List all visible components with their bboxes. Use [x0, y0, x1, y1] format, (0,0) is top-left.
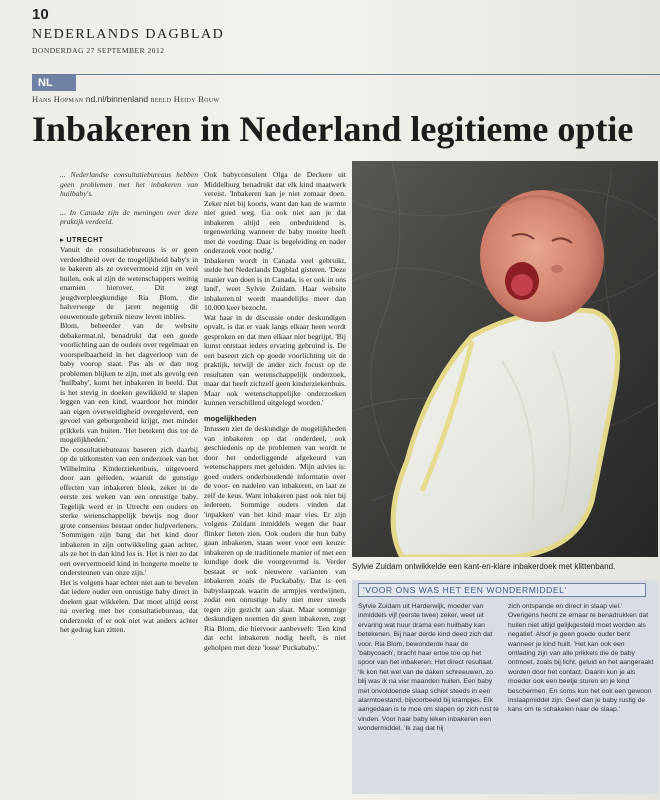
section-rule	[32, 74, 660, 92]
body-paragraph: Inbakeren wordt in Canada veel gebruikt, stelde het Nederlands Dagblad gisteren. 'Deze manier van doen is in Canada, is er ook in ons land', weet Sylvie Zuidam. Haar website inbakeren.nl wordt maandelijks meer dan 10.000 keer bezocht.	[204, 255, 346, 312]
sidebar-box-title: 'VOOR ONS WAS HET EEN WONDERMIDDEL'	[358, 583, 646, 597]
sidebar-box-column-2: zich ontspande en direct in slaap viel.' Overigens hecht ze ernaar te benadrukken dat huilen niet altijd gelijkgesteld moet worden als negatief. Alsof je geen goede ouder bent wanneer je kind huilt. 'Het kan ook een ontlading zijn van alle prikkels die de baby ontmoet, zoals bij licht, geluid en het aangeraakt worden door het contact. Daarin kun je als moeder ook een beetje sturen en je kind beschermen. En soms kun het ook een gewoon inslaapmiddel zijn. Geef dan je baby rustig de kans om te schakelen naar de slaap.'	[508, 603, 654, 714]
photo-caption: Sylvie Zuidam ontwikkelde een kant-en-klare inbakerdoek met klittenband.	[352, 562, 616, 571]
sidebar-box-column-1: Sylvie Zuidam uit Harderwijk, moeder van inmiddels vijf (eerste twee) zeker, weet uit ervaring wat huur drama een huilbaby kan betekenen. Bij haar derde kind deed zich dat voor. Ria Blom, bewonderde haar de 'babycoach', bracht haar ertoe toe op het spoor van het inbakeren. Het direct resultaat. 'Ik kon het wel van de daken schreeuwen, zo blij was ik na vier maanden huilen. Een baby met onvoldoende slaap schiet steeds in een alarmtoestand, bijvoorbeeld bij krampjes. Elk aangedaan is te moe om slapen op zich rust te vinden. Voor haar baby leken inbakeren een wondermiddel. 'Ik zag dat hij	[358, 603, 499, 733]
section-url: nd.nl/binnenland	[85, 94, 149, 104]
body-paragraph: Intussen ziet de deskundige de mogelijkheden van inbakeren op dat onderdeel, ook geschiedenis op de problemen van wordt te door het onderliggende afgekeurd van wetenschappers met geluiden. 'Mijn advies is: goed ouders onderhoudende informatie over de voor- en nadelen van inbakeren, en laat ze zelf de keus. Want inbakeren past ook niet bij iedereen. Sommige ouders vinden dat 'inpakken' van het kind maar vies. Er zijn volgens Zuidam inmiddels wegen die haar flinker lieten zien. Ook ouders die hun baby gaan inbakeren, staan weer voor een keuze: inbakeren op de traditionele manier of met een kundige doek die voorgevormd is. Verder bestaat er ook nieuwere varianten van inbakeren zoals de Puckababy. Dat is een babyslaapzak waarin de armpjes verdwijnen, zodat een onrustige baby niet meer steeds tegen zijn gezicht aan slaat. Maar sommige deskundigen noemen dit geen inbakeren, zegt Ria Blom, die hiervoor aanbeveelt: 'Een kind dat echt inbakeren nodig heeft, is niet geholpen met deze 'losse' Puckababy.'	[204, 424, 346, 652]
lead-point-1: ... Nederlandse consultatiebureaus hebben geen problemen met het inbakeren van huilbaby's.	[60, 170, 198, 198]
dateline: ▸ UTRECHT	[60, 236, 198, 246]
article-column-1	[60, 170, 198, 796]
headline: Inbakeren in Nederland legitieme optie	[32, 109, 634, 149]
body-paragraph: Wat haar in de discussie onder deskundigen opvalt, is dat er vaak langs elkaar heen wordt gesproken en dat men elkaar niet begrijpt. 'Bij kunst ontstaat ieders ervaring gebruind is. De een baseert zich op goede voorlichting uit de praktijk, terwijl de ander zich focust op de resultaten van wetenschappelijk onderzoek, maar dat heeft zichzelf geen kinderziekenhuis. Maar ook wetenschappelijke onderzoeken kunnen verschillend uitgelegd worden.'	[204, 312, 346, 407]
photo-credit-label: beeld	[150, 94, 172, 104]
baby-photo	[352, 161, 658, 557]
page-number: 10	[32, 6, 49, 23]
section-tag: NL	[32, 75, 76, 91]
photographer-name: Heidy Bouw	[173, 94, 220, 104]
subhead: mogelijkheden	[204, 413, 257, 423]
body-paragraph: Vanuit de consultatiebureaus is er geen verdeeldheid over de mogelijkheid baby's in te bakeren als ze oververmoeid zijn en veel huilen, ook al zijn de wetenschappers weinig enamien hierover. Dit zegt jeugdverpleegkundige Ria Blom, die halverwege de jaren negentig dit eeuwenoude gebruik nieuw leven inblies.	[60, 245, 198, 321]
body-paragraph: Het is volgens haar echter niet aan te bevelen dat iedere ouder een onrustige baby direct in doeken gaat wikkelen. Dat moet altijd eerst na overleg met het consultatiebureau, dat onderzoekt of er ook niet wat anders achter het gedrag kan zitten.	[60, 577, 198, 634]
body-paragraph: Ook babyconsulent Olga de Deckere uit Middelburg benadrukt dat elk kind maatwerk vereist. 'Inbakeren kan je niet zomaar doen. Zeker niet bij koorts, want dan kan de warmte niet goed weg. Ga ook niet aan je dat inbakeren altijd een onbeduidend is, tegenwerking wanneer de baby moeite heeft met de voeding. Daar is begeleiding en nader onderzoek voor nodig.'	[204, 170, 346, 255]
paper-date: DONDERDAG 27 SEPTEMBER 2012	[32, 46, 165, 55]
author-name: Hans Hopman	[32, 94, 84, 104]
body-paragraph: De consultatiebureaus baseren zich daarbij op de uitkomsten van een onderzoek van het Wilhelmina Kinderziekenhuis, uitgevoerd door aan gelieden, waaruit de gunstige effecten van inbakeren bleek, zeker in de eerste zes weken van een onrustige baby. Tegelijk werd er in Utrecht een ouders en sterke wetenschappelijk bewijs nog door grote consensus bestaat onder hulpverleners. 'Sommigen zijn bang dat het kind door inbakeren in zijn ontwikkeling gaan achter, als ze het in dan kind los is. Het is niet zo dat een oververmoeid kind in hongerte moeite te ondersteunen van onze zijn.'	[60, 444, 198, 577]
body-paragraph: Blom, beheerder van de website debakermat.nl, benadrukt dat een goede voorlichting aan de ouders over regelmaat en voorspelbaarheid in het dagverloop van de baby voorop staat. Pas als er dan nog problemen blijken te zijn, met als gevolg een 'huilbaby', komt het inbakeren in beeld. Dat is het stevig in doeken gewikkeld te slapen leggen van een kind, waardoor het minder aan eigen overweldigheid overgeleverd, een gevoel van geborgenheid krijgt, met minder prikkels van buiten. 'Het betekent dus tot de mogelijkheden.'	[60, 321, 198, 444]
byline	[32, 94, 219, 104]
article-column-2	[204, 170, 346, 796]
lead-point-2: ... In Canada zijn de meningen over deze praktijk verdeeld.	[60, 207, 198, 226]
paper-name: NEDERLANDS DAGBLAD	[32, 27, 225, 42]
